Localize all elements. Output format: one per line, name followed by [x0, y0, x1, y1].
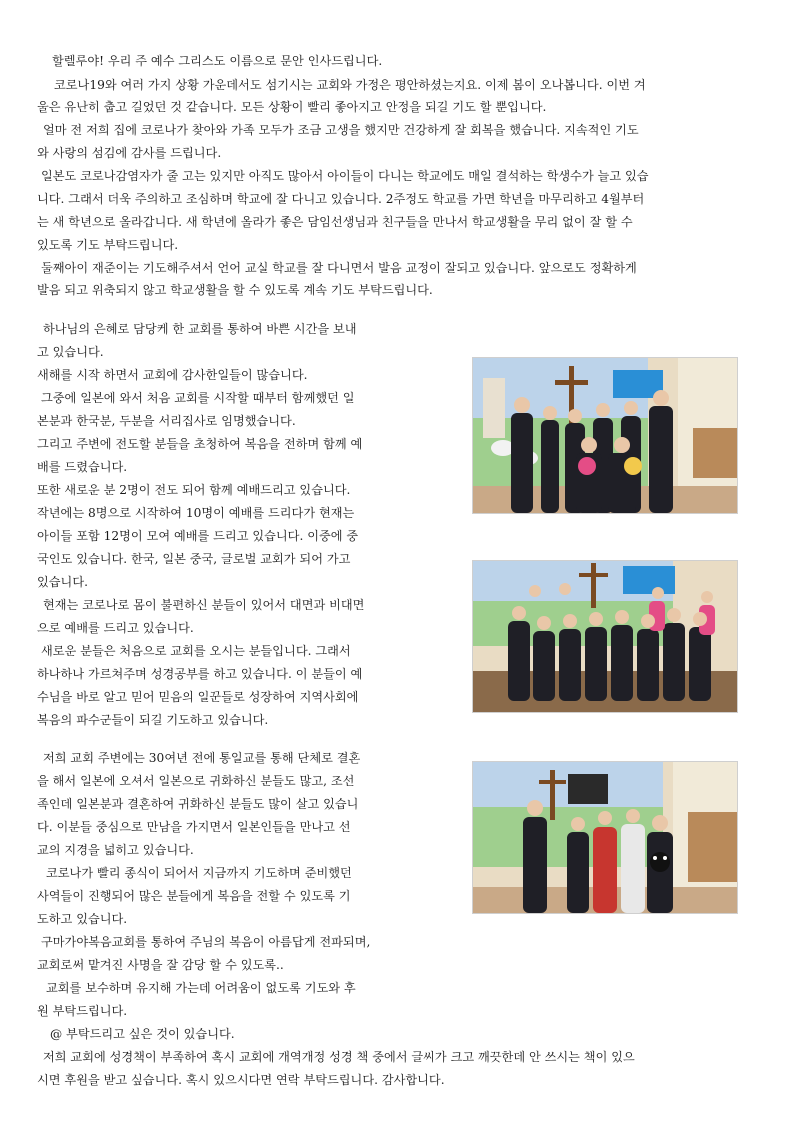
- text-line: 사역들이 진행되어 많은 분들에게 복음을 전할 수 있도록 기: [37, 889, 351, 903]
- text-line: 배를 드렸습니다.: [37, 460, 128, 474]
- text-line: 있습니다.: [37, 575, 88, 589]
- church-group-photo-1: [472, 357, 738, 514]
- text-line: 교의 지경을 넓히고 있습니다.: [37, 843, 194, 857]
- text-line: 그중에 일본에 와서 처음 교회를 시작할 때부터 함께했던 일: [41, 391, 355, 405]
- text-line: 아이들 포함 12명이 모여 예배를 드리고 있습니다. 이중에 중: [37, 529, 359, 543]
- text-line: 코로나가 빨리 종식이 되어서 지금까지 기도하며 준비했던: [46, 866, 352, 880]
- text-line: 복음의 파수군들이 되길 기도하고 있습니다.: [37, 713, 269, 727]
- text-line: 둘째아이 재준이는 기도해주셔서 언어 교실 학교를 잘 다니면서 발음 교정이 잘되고 있습니다. 앞으로도 정확하게: [41, 261, 637, 275]
- text-line: 도하고 있습니다.: [37, 912, 128, 926]
- text-line: 와 사랑의 섬김에 감사를 드립니다.: [37, 146, 222, 160]
- text-line: 는 새 학년으로 올라갑니다. 새 학년에 올라가 좋은 담임선생님과 친구들을 만나서 학교생활을 무리 없이 잘 할 수: [37, 215, 633, 229]
- text-line: 또한 새로운 분 2명이 전도 되어 함께 예배드리고 있습니다.: [37, 483, 351, 497]
- text-line: 다. 이분들 중심으로 만남을 가지면서 일본인들을 만나고 선: [37, 820, 351, 834]
- text-line: 새해를 시작 하면서 교회에 감사한일들이 많습니다.: [37, 368, 308, 382]
- text-line: 얼마 전 저희 집에 코로나가 찾아와 가족 모두가 조금 고생을 했지만 건강하게 잘 회복을 했습니다. 지속적인 기도: [43, 123, 639, 137]
- text-line: 저희 교회 주변에는 30여년 전에 통일교를 통해 단체로 결혼: [43, 751, 361, 765]
- text-line: 고 있습니다.: [37, 345, 104, 359]
- text-line: 족인데 일본분과 결혼하여 귀화하신 분들도 많이 살고 있습니: [37, 797, 359, 811]
- text-line: 본분과 한국분, 두분을 서리집사로 임명했습니다.: [37, 414, 296, 428]
- text-line: 코로나19와 여러 가지 상황 가운데서도 섬기시는 교회와 가정은 평안하셨는지요. 이제 봄이 오나봅니다. 이번 겨: [54, 78, 646, 92]
- text-line: 니다. 그래서 더욱 주의하고 조심하며 학교에 잘 다니고 있습니다. 2주정도 학교를 가면 학년을 마무리하고 4월부터: [37, 192, 645, 206]
- text-line: 하나하나 가르쳐주며 성경공부를 하고 있습니다. 이 분들이 예: [37, 667, 363, 681]
- greeting-line: 할렐루야! 우리 주 예수 그리스도 이름으로 문안 인사드립니다.: [52, 54, 383, 68]
- text-line: 수님을 바로 알고 믿어 믿음의 일꾼들로 성장하여 지역사회에: [37, 690, 359, 704]
- text-line: 저희 교회에 성경책이 부족하여 혹시 교회에 개역개정 성경 책 중에서 글씨가 크고 깨끗한데 안 쓰시는 책이 있으: [43, 1050, 635, 1064]
- text-line: 그리고 주변에 전도할 분들을 초청하여 복음을 전하며 함께 예: [37, 437, 363, 451]
- text-line: 현재는 코로나로 몸이 불편하신 분들이 있어서 대면과 비대면: [43, 598, 365, 612]
- text-line: 작년에는 8명으로 시작하여 10명이 예배를 드리다가 현재는: [37, 506, 355, 520]
- text-line: 새로운 분들은 처음으로 교회를 오시는 분들입니다. 그래서: [41, 644, 351, 658]
- text-line: 교회로써 맡겨진 사명을 잘 감당 할 수 있도록..: [37, 958, 284, 972]
- text-line: 있도록 기도 부탁드립니다.: [37, 238, 179, 252]
- church-group-photo-3: [472, 761, 738, 914]
- text-line: 교회를 보수하며 유지해 가는데 어려움이 없도록 기도와 후: [46, 981, 356, 995]
- church-group-photo-2: [472, 560, 738, 713]
- text-line: 발음 되고 위축되지 않고 학교생활을 할 수 있도록 계속 기도 부탁드립니다.: [37, 283, 433, 297]
- request-heading: @ 부탁드리고 싶은 것이 있습니다.: [50, 1027, 235, 1041]
- text-line: 으로 예배를 드리고 있습니다.: [37, 621, 194, 635]
- text-line: 시면 후원을 받고 싶습니다. 혹시 있으시다면 연락 부탁드립니다. 감사합니다.: [37, 1073, 445, 1087]
- text-line: 원 부탁드립니다.: [37, 1004, 128, 1018]
- text-line: 국인도 있습니다. 한국, 일본 중국, 글로벌 교회가 되어 가고: [37, 552, 351, 566]
- text-line: 구마가야복음교회를 통하여 주님의 복음이 아름답게 전파되며,: [41, 935, 371, 949]
- text-line: 을 해서 일본에 오셔서 일본으로 귀화하신 분들도 많고, 조선: [37, 774, 355, 788]
- text-line: 하나님의 은혜로 담당케 한 교회를 통하여 바쁜 시간을 보내: [43, 322, 357, 336]
- text-line: 일본도 코로나감염자가 줄 고는 있지만 아직도 많아서 아이들이 다니는 학교에도 매일 결석하는 학생수가 늘고 있습: [41, 169, 649, 183]
- text-line: 울은 유난히 춥고 길었던 것 같습니다. 모든 상황이 빨리 좋아지고 안정을 되길 기도 할 뿐입니다.: [37, 100, 547, 114]
